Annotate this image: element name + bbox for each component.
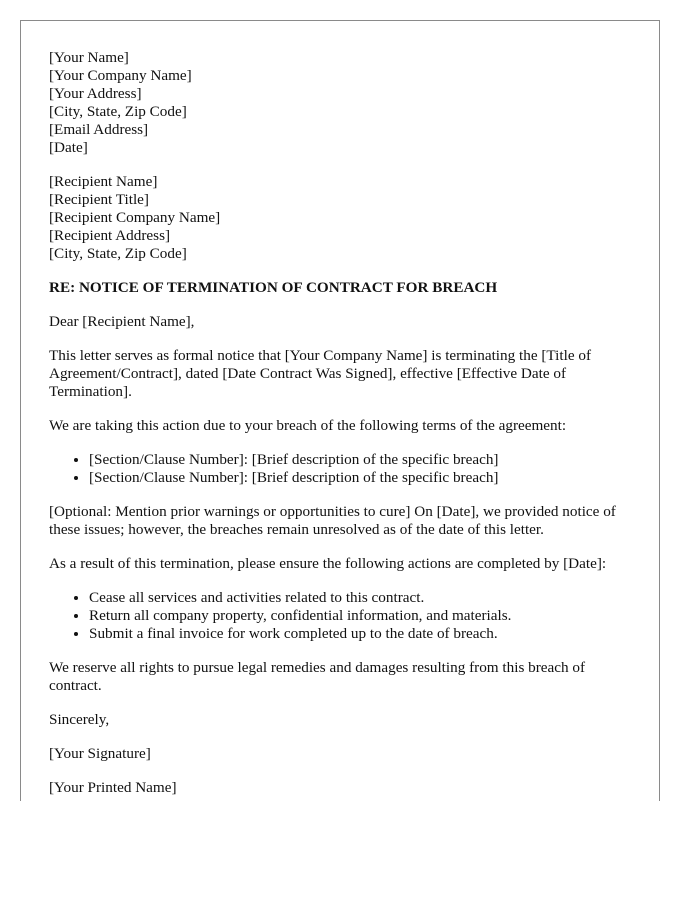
notice-paragraph: This letter serves as formal notice that [Your Company Name] is terminating the [Title of Agreement/Contract], dated [Date Contract Was Signed], effective [Effective Date of Termination]. bbox=[49, 347, 592, 400]
sender-address: [Your Address] bbox=[49, 85, 142, 102]
prior-warnings-paragraph: [Optional: Mention prior warnings or opportunities to cure] On [Date], we provided notice of these issues; however, the breaches remain unresolved as of the date of this letter. bbox=[49, 503, 616, 538]
action-list-item: • Submit a final invoice for work completed up to the date of breach. bbox=[89, 625, 639, 643]
sender-block bbox=[49, 49, 639, 157]
recipient-address: [Recipient Address] bbox=[49, 227, 171, 244]
actions-intro-paragraph: As a result of this termination, please ensure the following actions are completed by [Date]: bbox=[49, 555, 607, 572]
breach-list-item: • [Section/Clause Number]: [Brief description of the specific breach] bbox=[89, 469, 639, 487]
recipient-city-state-zip: [City, State, Zip Code] bbox=[49, 245, 187, 262]
subject-line: RE: NOTICE OF TERMINATION OF CONTRACT FOR BREACH bbox=[49, 279, 498, 296]
sender-name: [Your Name] bbox=[49, 49, 129, 66]
recipient-company: [Recipient Company Name] bbox=[49, 209, 221, 226]
letter-content bbox=[49, 49, 639, 801]
recipient-title: [Recipient Title] bbox=[49, 191, 149, 208]
sender-city-state-zip: [City, State, Zip Code] bbox=[49, 103, 187, 120]
sender-company: [Your Company Name] bbox=[49, 67, 192, 84]
salutation: Dear [Recipient Name], bbox=[49, 313, 195, 330]
recipient-name: [Recipient Name] bbox=[49, 173, 158, 190]
sender-email: [Email Address] bbox=[49, 121, 149, 138]
reason-intro-paragraph: We are taking this action due to your breach of the following terms of the agreement: bbox=[49, 417, 567, 434]
printed-name: [Your Printed Name] bbox=[49, 779, 177, 796]
breach-list-item: • [Section/Clause Number]: [Brief description of the specific breach] bbox=[89, 451, 639, 469]
recipient-block bbox=[49, 173, 639, 263]
action-list bbox=[49, 589, 639, 643]
action-list-item: • Return all company property, confidential information, and materials. bbox=[89, 607, 639, 625]
action-list-item: • Cease all services and activities related to this contract. bbox=[89, 589, 639, 607]
sender-date: [Date] bbox=[49, 139, 88, 156]
signature: [Your Signature] bbox=[49, 745, 151, 762]
closing: Sincerely, bbox=[49, 711, 110, 728]
breach-list bbox=[49, 451, 639, 487]
letter-page bbox=[20, 20, 660, 801]
rights-paragraph: We reserve all rights to pursue legal remedies and damages resulting from this breach of contract. bbox=[49, 659, 586, 694]
